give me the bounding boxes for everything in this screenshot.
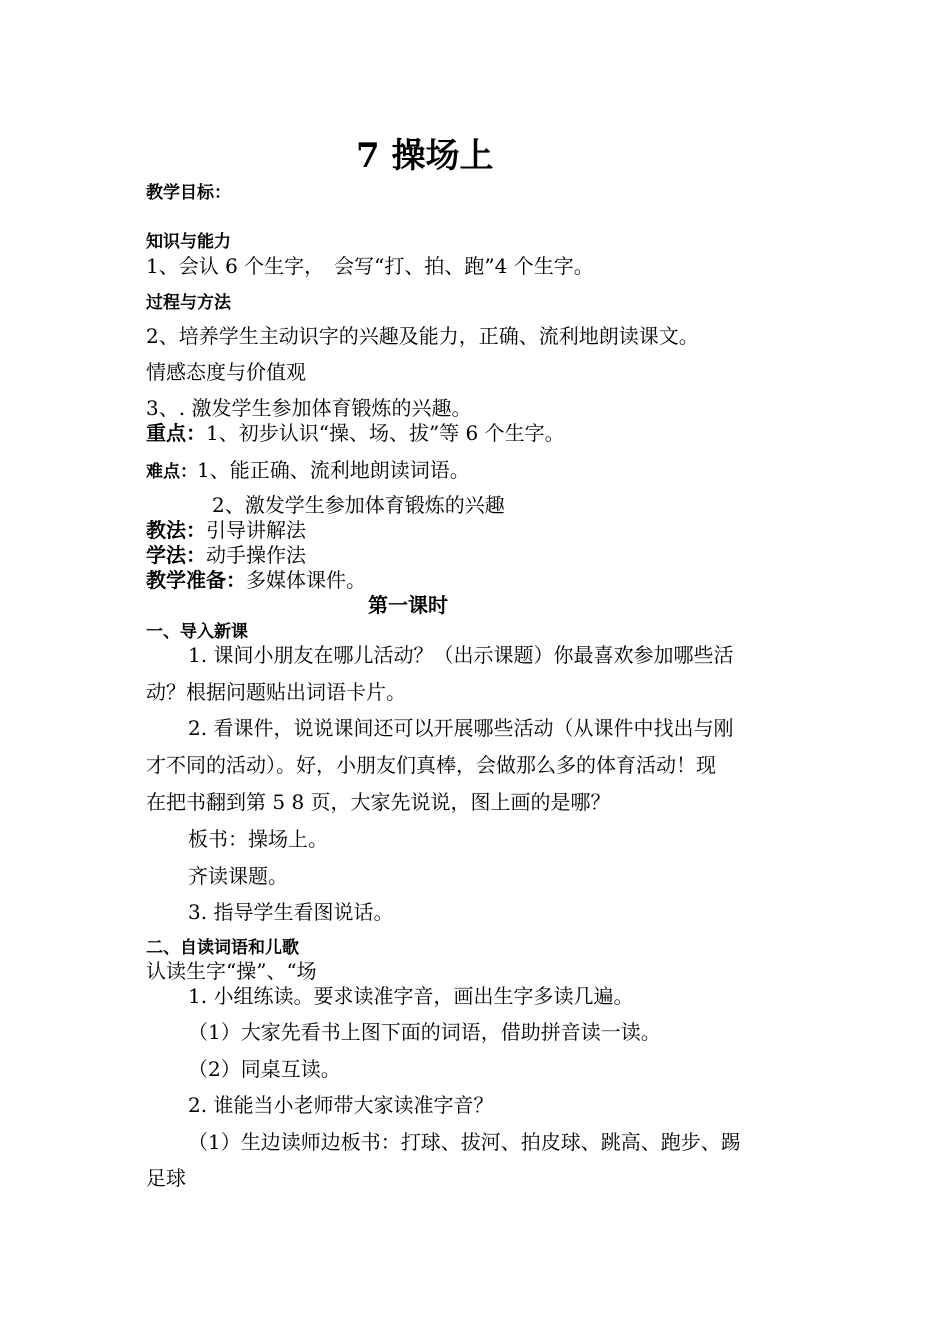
paragraph-line: 2. 谁能当小老师带大家读准字音？ [188, 1093, 494, 1117]
paragraph-line: 在把书翻到第 5 8 页，大家先说说，图上画的是哪？ [146, 790, 611, 814]
paragraph-line: 足球 [146, 1166, 186, 1190]
paragraph-line: 1. 课间小朋友在哪儿活动？（出示课题）你最喜欢参加哪些活 [188, 643, 734, 667]
paragraph-line: （2）同桌互读。 [188, 1057, 341, 1081]
difficulties [146, 454, 470, 483]
difficulties-text: 1、能正确、流利地朗读词语。 [197, 458, 470, 482]
section1-heading: 一、导入新课 [146, 622, 248, 642]
emotion-heading: 情感态度与价值观 [146, 360, 306, 384]
difficulties-label: 难点： [146, 462, 197, 482]
section2-heading: 二、自读词语和儿歌 [146, 938, 299, 958]
preparation [146, 564, 366, 593]
objectives-heading: 教学目标： [146, 183, 231, 203]
knowledge-heading: 知识与能力 [146, 232, 231, 252]
emotion-text: 3、. 激发学生参加体育锻炼的兴趣。 [146, 396, 472, 420]
paragraph-line: 动？根据问题贴出词语卡片。 [146, 680, 406, 704]
lesson-title: 第一课时 [368, 593, 448, 617]
paragraph-line: 1. 小组练读。要求读准字音，画出生字多读几遍。 [188, 984, 634, 1008]
difficulties-text-2: 2、激发学生参加体育锻炼的兴趣 [212, 493, 505, 517]
paragraph-line: 齐读课题。 [188, 864, 288, 888]
paragraph-line: （1）生边读师边板书：打球、拔河、拍皮球、跳高、跑步、踢 [188, 1130, 741, 1154]
document-title: 7 操场上 [356, 136, 494, 176]
key-points [146, 417, 565, 446]
key-points-text: 1、初步认识“操、场、拔”等 6 个生字。 [206, 421, 565, 445]
paragraph-line: 3. 指导学生看图说话。 [188, 900, 394, 924]
paragraph-line: （1）大家先看书上图下面的词语，借助拼音读一读。 [188, 1020, 661, 1044]
key-points-label: 重点： [146, 421, 206, 445]
process-text: 2、培养学生主动识字的兴趣及能力，正确、流利地朗读课文。 [146, 324, 699, 348]
paragraph-line: 才不同的活动）。好，小朋友们真棒，会做那么多的体育活动！现 [146, 753, 716, 777]
preparation-text: 多媒体课件。 [246, 568, 366, 592]
paragraph-line: 2. 看课件，说说课间还可以开展哪些活动（从课件中找出与刚 [188, 716, 734, 740]
process-heading: 过程与方法 [146, 293, 231, 313]
preparation-label: 教学准备： [146, 568, 246, 592]
paragraph-line: 认读生字“操”、“场 [146, 959, 317, 983]
learning-method-label: 学法： [146, 543, 206, 567]
teaching-method-label: 教法： [146, 518, 206, 542]
knowledge-text: 1、会认 6 个生字， 会写“打、拍、跑”4 个生字。 [146, 254, 594, 278]
paragraph-line: 板书：操场上。 [188, 827, 328, 851]
learning-method-text: 动手操作法 [206, 543, 306, 567]
teaching-method-text: 引导讲解法 [206, 518, 306, 542]
